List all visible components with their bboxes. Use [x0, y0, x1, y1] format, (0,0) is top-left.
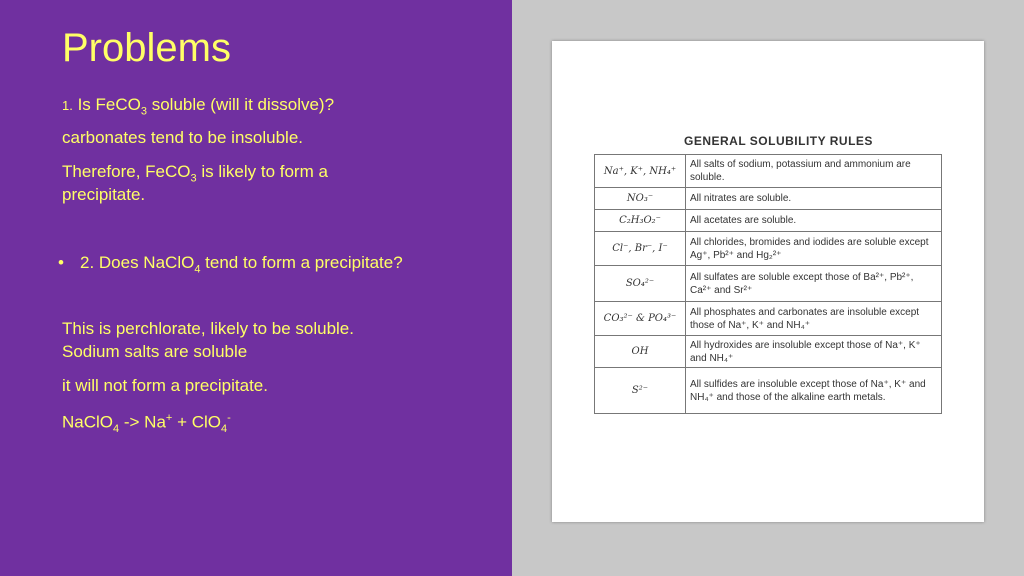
- table-row: [595, 155, 942, 188]
- problem-2: [60, 251, 403, 281]
- solubility-rules-table: [594, 154, 942, 414]
- ion-cell: OH: [595, 336, 686, 368]
- rule-cell: All chlorides, bromides and iodides are soluble except Ag⁺, Pb²⁺ and Hg₂²⁺: [686, 232, 942, 266]
- perchlorate-line: This is perchlorate, likely to be soluble.: [62, 319, 354, 338]
- equation-text-b: -> Na: [119, 412, 166, 432]
- problem-2-text-a: 2. Does NaClO: [80, 253, 195, 272]
- rule-cell: All salts of sodium, potassium and ammonium are soluble.: [686, 155, 942, 188]
- problem-1-text-b: soluble (will it dissolve)?: [146, 95, 335, 114]
- rule-cell: All acetates are soluble.: [686, 210, 942, 232]
- rule-cell: All phosphates and carbonates are insoluble except those of Na⁺, K⁺ and NH₄⁺: [686, 302, 942, 336]
- ion-cell: S²⁻: [595, 368, 686, 414]
- precipitate-line: precipitate.: [62, 185, 146, 204]
- equation-sup-2: -: [227, 412, 231, 424]
- rule-cell: All hydroxides are insoluble except those of Na⁺, K⁺ and NH₄⁺: [686, 336, 942, 368]
- carbonates-line: carbonates tend to be insoluble.: [62, 128, 304, 147]
- table-row: [595, 266, 942, 302]
- therefore-text-b: is likely to form a: [196, 162, 328, 181]
- ion-cell: SO₄²⁻: [595, 266, 686, 302]
- table-row: [595, 188, 942, 210]
- problem-1: [62, 93, 334, 123]
- ion-cell: Na⁺, K⁺, NH₄⁺: [595, 155, 686, 188]
- no-precipitate-line: it will not form a precipitate.: [62, 376, 268, 395]
- rule-cell: All sulfides are insoluble except those of Na⁺, K⁺ and NH₄⁺ and those of the alkaline earth metals.: [686, 368, 942, 414]
- ion-cell: Cl⁻, Br⁻, I⁻: [595, 232, 686, 266]
- equation-text-a: NaClO: [62, 412, 114, 432]
- ion-cell: CO₃²⁻ & PO₄³⁻: [595, 302, 686, 336]
- equation-line: [62, 407, 231, 441]
- bullet-icon: •: [58, 253, 64, 272]
- equation-sub-2: 4: [221, 423, 228, 436]
- equation-sub-1: 4: [113, 423, 120, 436]
- ion-cell: NO₃⁻: [595, 188, 686, 210]
- problem-1-number: 1.: [62, 98, 73, 113]
- problem-2-text-b: tend to form a precipitate?: [200, 253, 403, 272]
- therefore-text-a: Therefore, FeCO: [62, 162, 191, 181]
- table-row: [595, 368, 942, 414]
- rules-title: GENERAL SOLUBILITY RULES: [684, 134, 873, 148]
- rule-cell: All nitrates are soluble.: [686, 188, 942, 210]
- sodium-line: Sodium salts are soluble: [62, 342, 248, 361]
- problem-1-sub: 3: [140, 105, 147, 118]
- table-row: [595, 336, 942, 368]
- rule-cell: All sulfates are soluble except those of Ba²⁺, Pb²⁺, Ca²⁺ and Sr²⁺: [686, 266, 942, 302]
- ion-cell: C₂H₃O₂⁻: [595, 210, 686, 232]
- table-row: [595, 302, 942, 336]
- equation-text-c: + ClO: [172, 412, 222, 432]
- problem-1-text-a: Is FeCO: [72, 95, 141, 114]
- equation-sup-1: +: [165, 412, 173, 424]
- table-row: [595, 210, 942, 232]
- therefore-sub: 3: [190, 172, 197, 185]
- problem-2-sub: 4: [194, 263, 201, 276]
- slide-title: Problems: [62, 26, 231, 70]
- table-row: [595, 232, 942, 266]
